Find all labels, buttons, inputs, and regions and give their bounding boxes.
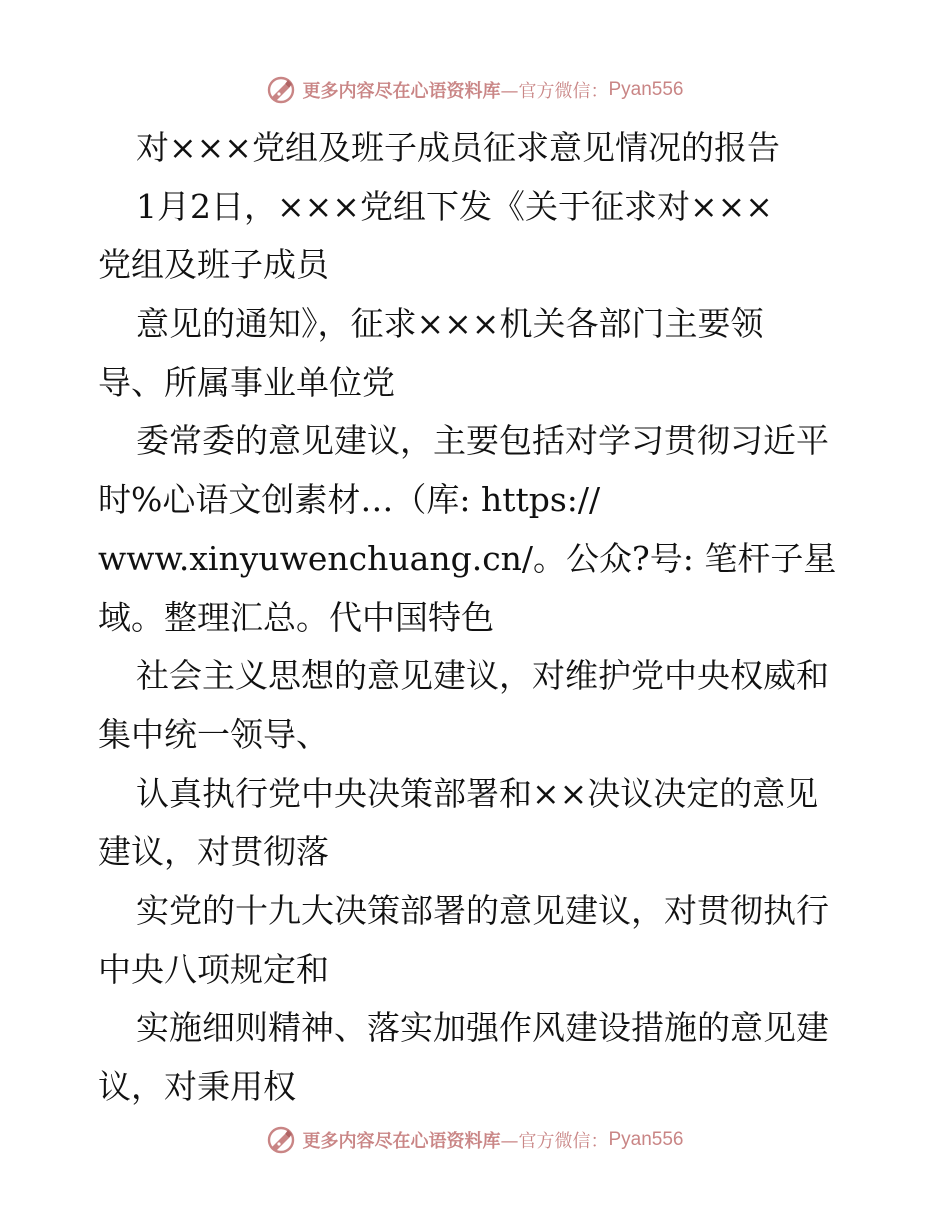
paragraph-line: 1月2日，×××党组下发《关于征求对××× (136, 186, 773, 226)
banner-separator: —官方微信： (500, 1131, 609, 1152)
paragraph-line: 域。整理汇总。代中国特色 (98, 597, 494, 637)
banner-text: 更多内容尽在心语资料库 (302, 1131, 501, 1152)
paragraph-line: 建议，对贯彻落 (98, 832, 329, 872)
paragraph-line: 集中统一领导、 (98, 714, 329, 754)
paragraph-line: 认真执行党中央决策部署和××决议决定的意见 (136, 773, 819, 813)
header-watermark-banner (0, 72, 950, 108)
pen-nib-circle-icon (266, 75, 296, 105)
paragraph-line: 时%心语文创素材…（库: https:// (98, 480, 601, 520)
paragraph-line: 社会主义思想的意见建议，对维护党中央权威和 (136, 656, 829, 696)
banner-separator: —官方微信： (500, 81, 609, 102)
footer-watermark-banner (0, 1122, 950, 1158)
pen-nib-circle-icon (266, 1125, 296, 1155)
paragraph-line: 中央八项规定和 (98, 949, 329, 989)
banner-wechat-id: Pyan556 (608, 1129, 684, 1150)
paragraph-line: 意见的通知》，征求×××机关各部门主要领 (136, 304, 764, 344)
paragraph-line: 实施细则精神、落实加强作风建设措施的意见建 (136, 1008, 829, 1048)
banner-text: 更多内容尽在心语资料库 (302, 81, 501, 102)
banner-wechat-id: Pyan556 (608, 79, 684, 100)
document-body (98, 119, 858, 1117)
paragraph-line: 议，对秉用权 (98, 1067, 296, 1106)
paragraph-line: 导、所属事业单位党 (98, 362, 395, 402)
paragraph-line: www.xinyuwenchuang.cn/。公众?号: 笔杆子星 (98, 538, 837, 578)
paragraph-line: 实党的十九大决策部署的意见建议，对贯彻执行 (136, 890, 829, 930)
paragraph-line: 委常委的意见建议，主要包括对学习贯彻习近平 (136, 421, 829, 461)
document-title: 对×××党组及班子成员征求意见情况的报告 (136, 128, 780, 167)
paragraph-line: 党组及班子成员 (98, 245, 329, 285)
